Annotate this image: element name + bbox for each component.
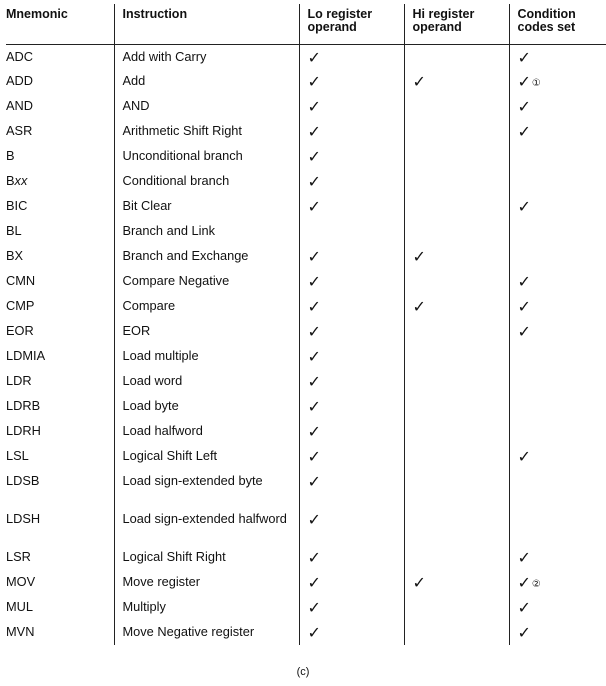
checkmark-icon: ✓ bbox=[307, 47, 321, 67]
lo-register-cell bbox=[299, 319, 404, 344]
instruction-cell: Conditional branch bbox=[114, 169, 299, 194]
instruction-cell: Move register bbox=[114, 570, 299, 595]
lo-register-cell bbox=[299, 244, 404, 269]
lo-register-cell bbox=[299, 269, 404, 294]
table-row bbox=[6, 94, 606, 119]
checkmark-icon: ✓ bbox=[517, 72, 531, 91]
checkmark-icon: ✓ bbox=[307, 397, 321, 416]
condition-codes-cell bbox=[509, 419, 606, 444]
condition-codes-cell bbox=[509, 219, 606, 244]
mnemonic-cell: ADC bbox=[6, 48, 34, 64]
lo-register-cell bbox=[299, 144, 404, 169]
condition-codes-cell bbox=[509, 44, 606, 69]
instruction-cell: Load word bbox=[114, 369, 299, 394]
instruction-cell: Logical Shift Right bbox=[114, 545, 299, 570]
lo-register-cell bbox=[299, 169, 404, 194]
table-row bbox=[6, 419, 606, 444]
hi-register-cell bbox=[404, 394, 509, 419]
mnemonic-cell: LDR bbox=[6, 373, 32, 388]
hi-register-cell bbox=[404, 369, 509, 394]
condition-codes-cell bbox=[509, 570, 606, 595]
checkmark-icon: ✓ bbox=[517, 197, 531, 216]
checkmark-icon: ✓ bbox=[307, 623, 321, 642]
footnote-marker: ② bbox=[531, 579, 541, 590]
checkmark-icon: ✓ bbox=[412, 247, 426, 266]
hi-register-cell bbox=[404, 44, 509, 69]
lo-register-cell bbox=[299, 369, 404, 394]
condition-codes-cell bbox=[509, 319, 606, 344]
checkmark-icon: ✓ bbox=[307, 510, 321, 529]
lo-register-cell bbox=[299, 444, 404, 469]
hi-register-cell bbox=[404, 570, 509, 595]
hi-register-cell bbox=[404, 244, 509, 269]
condition-codes-cell bbox=[509, 69, 606, 94]
mnemonic-cell: MOV bbox=[6, 574, 36, 589]
instruction-cell: Unconditional branch bbox=[114, 144, 299, 169]
lo-register-cell bbox=[299, 294, 404, 319]
checkmark-icon: ✓ bbox=[307, 72, 321, 91]
checkmark-icon: ✓ bbox=[307, 297, 321, 316]
instruction-cell: Load sign-extended byte bbox=[114, 469, 299, 507]
lo-register-cell bbox=[299, 219, 404, 244]
condition-codes-cell bbox=[509, 444, 606, 469]
mnemonic-cell: LDSH bbox=[6, 511, 41, 526]
condition-codes-cell bbox=[509, 169, 606, 194]
hi-register-cell bbox=[404, 119, 509, 144]
lo-register-cell bbox=[299, 344, 404, 369]
condition-codes-cell bbox=[509, 394, 606, 419]
table-row bbox=[6, 44, 606, 69]
hi-register-cell bbox=[404, 94, 509, 119]
lo-register-cell bbox=[299, 545, 404, 570]
table-row bbox=[6, 219, 606, 244]
mnemonic-cell: LDRB bbox=[6, 398, 41, 413]
table-row bbox=[6, 194, 606, 219]
condition-codes-cell bbox=[509, 620, 606, 645]
lo-register-cell bbox=[299, 194, 404, 219]
checkmark-icon: ✓ bbox=[307, 447, 321, 466]
table-row bbox=[6, 344, 606, 369]
checkmark-icon: ✓ bbox=[517, 322, 531, 341]
header-mnemonic: Mnemonic bbox=[6, 4, 114, 44]
table-row bbox=[6, 269, 606, 294]
instruction-cell: Add with Carry bbox=[114, 44, 299, 69]
instruction-cell: Load multiple bbox=[114, 344, 299, 369]
mnemonic-cell: CMN bbox=[6, 273, 36, 288]
lo-register-cell bbox=[299, 119, 404, 144]
checkmark-icon: ✓ bbox=[307, 598, 321, 617]
checkmark-icon: ✓ bbox=[307, 347, 321, 366]
header-instruction: Instruction bbox=[114, 4, 299, 44]
checkmark-icon: ✓ bbox=[517, 272, 531, 291]
checkmark-icon: ✓ bbox=[307, 197, 321, 216]
header-hi-register-operand: Hi register operand bbox=[404, 4, 509, 44]
table-row bbox=[6, 394, 606, 419]
lo-register-cell bbox=[299, 507, 404, 545]
condition-codes-cell bbox=[509, 294, 606, 319]
hi-register-cell bbox=[404, 219, 509, 244]
table-row bbox=[6, 444, 606, 469]
instruction-cell: Load halfword bbox=[114, 419, 299, 444]
checkmark-icon: ✓ bbox=[517, 47, 531, 67]
hi-register-cell bbox=[404, 69, 509, 94]
hi-register-cell bbox=[404, 169, 509, 194]
lo-register-cell bbox=[299, 570, 404, 595]
condition-codes-cell bbox=[509, 194, 606, 219]
mnemonic-cell bbox=[6, 169, 114, 194]
lo-register-cell bbox=[299, 469, 404, 507]
hi-register-cell bbox=[404, 294, 509, 319]
header-lo-register-operand: Lo register operand bbox=[299, 4, 404, 44]
header-row bbox=[6, 4, 606, 44]
checkmark-icon: ✓ bbox=[412, 297, 426, 316]
mnemonic-cell: MUL bbox=[6, 599, 34, 614]
lo-register-cell bbox=[299, 620, 404, 645]
table-body bbox=[6, 44, 606, 645]
condition-codes-cell bbox=[509, 469, 606, 507]
checkmark-icon: ✓ bbox=[307, 172, 321, 191]
condition-codes-cell bbox=[509, 344, 606, 369]
mnemonic-cell: LDSB bbox=[6, 473, 40, 488]
mnemonic-cell: BL bbox=[6, 223, 22, 238]
mnemonic-cell: LSR bbox=[6, 549, 31, 564]
checkmark-icon: ✓ bbox=[517, 573, 531, 592]
mnemonic-cell: LSL bbox=[6, 448, 29, 463]
checkmark-icon: ✓ bbox=[517, 447, 531, 466]
checkmark-icon: ✓ bbox=[517, 97, 531, 116]
hi-register-cell bbox=[404, 469, 509, 507]
checkmark-icon: ✓ bbox=[307, 573, 321, 592]
instruction-cell: Load sign-extended halfword bbox=[114, 507, 299, 545]
lo-register-cell bbox=[299, 44, 404, 69]
checkmark-icon: ✓ bbox=[307, 372, 321, 391]
checkmark-icon: ✓ bbox=[307, 272, 321, 291]
condition-codes-cell bbox=[509, 595, 606, 620]
table-row bbox=[6, 595, 606, 620]
mnemonic-base: B bbox=[6, 173, 15, 188]
table-row bbox=[6, 144, 606, 169]
hi-register-cell bbox=[404, 269, 509, 294]
hi-register-cell bbox=[404, 620, 509, 645]
mnemonic-cell: BX bbox=[6, 248, 24, 263]
instruction-cell: AND bbox=[114, 94, 299, 119]
table-row bbox=[6, 570, 606, 595]
table-row bbox=[6, 545, 606, 570]
hi-register-cell bbox=[404, 144, 509, 169]
mnemonic-condition-suffix: xx bbox=[14, 173, 28, 188]
checkmark-icon: ✓ bbox=[307, 472, 321, 491]
mnemonic-cell: BIC bbox=[6, 198, 28, 213]
lo-register-cell bbox=[299, 94, 404, 119]
footnote-marker: ① bbox=[531, 78, 541, 89]
table-row bbox=[6, 69, 606, 94]
condition-codes-cell bbox=[509, 244, 606, 269]
hi-register-cell bbox=[404, 419, 509, 444]
instruction-cell: Load byte bbox=[114, 394, 299, 419]
condition-codes-cell bbox=[509, 545, 606, 570]
hi-register-cell bbox=[404, 319, 509, 344]
table-row bbox=[6, 469, 606, 507]
checkmark-icon: ✓ bbox=[307, 122, 321, 141]
instruction-cell: Logical Shift Left bbox=[114, 444, 299, 469]
hi-register-cell bbox=[404, 194, 509, 219]
instruction-cell: Compare bbox=[114, 294, 299, 319]
condition-codes-cell bbox=[509, 369, 606, 394]
checkmark-icon: ✓ bbox=[412, 573, 426, 592]
table-row bbox=[6, 294, 606, 319]
instruction-cell: EOR bbox=[114, 319, 299, 344]
table-row bbox=[6, 244, 606, 269]
hi-register-cell bbox=[404, 545, 509, 570]
checkmark-icon: ✓ bbox=[307, 147, 321, 166]
mnemonic-cell: ASR bbox=[6, 123, 33, 138]
condition-codes-cell bbox=[509, 119, 606, 144]
checkmark-icon: ✓ bbox=[307, 422, 321, 441]
lo-register-cell bbox=[299, 595, 404, 620]
table-row bbox=[6, 319, 606, 344]
condition-codes-cell bbox=[509, 507, 606, 545]
instruction-cell: Add bbox=[114, 69, 299, 94]
checkmark-icon: ✓ bbox=[307, 247, 321, 266]
checkmark-icon: ✓ bbox=[307, 97, 321, 116]
lo-register-cell bbox=[299, 394, 404, 419]
mnemonic-cell: EOR bbox=[6, 323, 34, 338]
table-row bbox=[6, 620, 606, 645]
checkmark-icon: ✓ bbox=[517, 598, 531, 617]
instruction-cell: Move Negative register bbox=[114, 620, 299, 645]
table-row bbox=[6, 369, 606, 394]
condition-codes-cell bbox=[509, 269, 606, 294]
hi-register-cell bbox=[404, 344, 509, 369]
mnemonic-cell: ADD bbox=[6, 73, 34, 88]
table-row bbox=[6, 169, 606, 194]
mnemonic-cell: CMP bbox=[6, 298, 35, 313]
checkmark-icon: ✓ bbox=[517, 122, 531, 141]
checkmark-icon: ✓ bbox=[517, 548, 531, 567]
table-row bbox=[6, 507, 606, 545]
header-condition-codes-set: Condition codes set bbox=[509, 4, 606, 44]
hi-register-cell bbox=[404, 595, 509, 620]
figure-caption: (c) bbox=[296, 666, 310, 678]
condition-codes-cell bbox=[509, 94, 606, 119]
hi-register-cell bbox=[404, 507, 509, 545]
instruction-cell: Branch and Exchange bbox=[114, 244, 299, 269]
mnemonic-cell: B bbox=[6, 148, 15, 163]
instruction-cell: Multiply bbox=[114, 595, 299, 620]
checkmark-icon: ✓ bbox=[307, 548, 321, 567]
hi-register-cell bbox=[404, 444, 509, 469]
checkmark-icon: ✓ bbox=[307, 322, 321, 341]
instruction-table-container bbox=[6, 4, 606, 645]
mnemonic-cell: AND bbox=[6, 98, 34, 113]
lo-register-cell bbox=[299, 69, 404, 94]
table-row bbox=[6, 119, 606, 144]
checkmark-icon: ✓ bbox=[517, 297, 531, 316]
condition-codes-cell bbox=[509, 144, 606, 169]
instruction-cell: Bit Clear bbox=[114, 194, 299, 219]
instruction-cell: Compare Negative bbox=[114, 269, 299, 294]
mnemonic-cell: LDMIA bbox=[6, 348, 46, 363]
mnemonic-cell: MVN bbox=[6, 624, 35, 639]
instruction-table bbox=[6, 4, 606, 645]
instruction-cell: Arithmetic Shift Right bbox=[114, 119, 299, 144]
lo-register-cell bbox=[299, 419, 404, 444]
checkmark-icon: ✓ bbox=[412, 72, 426, 91]
checkmark-icon: ✓ bbox=[517, 623, 531, 642]
instruction-cell: Branch and Link bbox=[114, 219, 299, 244]
mnemonic-cell: LDRH bbox=[6, 423, 41, 438]
